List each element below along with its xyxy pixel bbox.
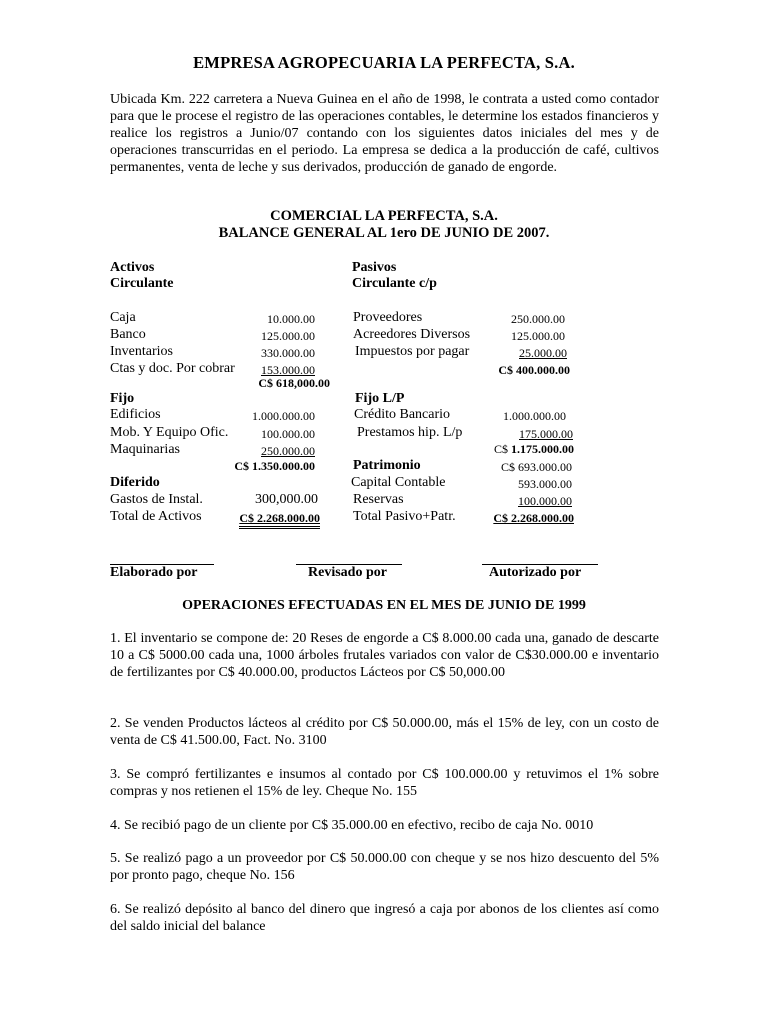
activo-label-edificios: Edificios <box>110 407 161 422</box>
pasivo-label-proveedores: Proveedores <box>353 310 423 325</box>
pasivos-fijo-title: Fijo L/P <box>355 391 405 406</box>
activo-value-mobiliario: 100.000.00 <box>261 427 315 441</box>
pasivo-value-acreedores: 125.000.00 <box>511 329 565 343</box>
operation-item-4: 4. Se recibió pago de un cliente por C$ 35.000.00 en efectivo, recibo de caja No. 0010 <box>110 818 594 833</box>
pasivos-fijo-total <box>460 442 574 457</box>
pasivos-title: Pasivos <box>352 260 397 275</box>
pasivo-label-capital: Capital Contable <box>351 475 446 490</box>
total-pasivo-value: C$ 2.268.000.00 <box>493 511 574 525</box>
pasivo-label-credito: Crédito Bancario <box>354 407 451 422</box>
patrimonio-total: C$ 693.000.00 <box>500 460 572 474</box>
pasivo-value-impuestos: 25.000.00 <box>519 346 567 360</box>
pasivos-circulante-title: Circulante c/p <box>352 276 437 291</box>
pasivo-value-prestamos: 175.000.00 <box>519 427 573 441</box>
operation-item-6: 6. Se realizó depósito al banco del dinero que ingresó a caja por abonos de los clientes así como del saldo inicial del balance <box>110 902 659 934</box>
pasivos-fijo-total-prefix: C$ <box>493 442 508 456</box>
activo-value-edificios: 1.000.000.00 <box>252 409 315 423</box>
activo-label-mobiliario: Mob. Y Equipo Ofic. <box>110 425 229 440</box>
activo-label-inventarios: Inventarios <box>110 344 173 359</box>
activo-value-inventarios: 330.000.00 <box>261 346 315 360</box>
activo-value-gastos-instal: 300,000.00 <box>255 492 318 507</box>
total-activos-label: Total de Activos <box>110 509 202 524</box>
activos-circulante-total: C$ 618,000.00 <box>258 376 330 390</box>
operation-item-3: 3. Se compró fertilizantes e insumos al contado por C$ 100.000.00 y retuvimos el 1% sobre compras y nos retienen el 15% de ley. Cheque No. 155 <box>110 767 659 799</box>
signature-revisado: Revisado por <box>308 565 387 580</box>
activo-label-maquinarias: Maquinarias <box>110 442 180 457</box>
activos-diferido-title: Diferido <box>110 475 160 490</box>
balance-company: COMERCIAL LA PERFECTA, S.A. <box>270 208 498 224</box>
pasivo-value-credito: 1.000.000.00 <box>503 409 566 423</box>
activos-title: Activos <box>110 260 155 275</box>
pasivo-label-impuestos: Impuestos por pagar <box>355 344 470 359</box>
activo-label-banco: Banco <box>110 327 146 342</box>
balance-heading: BALANCE GENERAL AL 1ero DE JUNIO DE 2007. <box>218 225 550 241</box>
activo-value-caja: 10.000.00 <box>267 312 315 326</box>
pasivo-label-prestamos: Prestamos hip. L/p <box>357 425 463 440</box>
pasivos-circulante-total: C$ 400.000.00 <box>498 363 570 377</box>
activo-value-banco: 125.000.00 <box>261 329 315 343</box>
pasivo-label-acreedores: Acreedores Diversos <box>353 327 471 342</box>
intro-paragraph: Ubicada Km. 222 carretera a Nueva Guinea en el año de 1998, le contrata a usted como contador para que le procese el registro de las operaciones contables, le determine los estados financieros y realice los registros a Junio/07 contando con los siguientes datos iniciales del mes y de operaciones transcurridas en el periodo. La empresa se dedica a la producción de café, cultivos permanentes, venta de leche y sus derivados, producción de ganado de engorde. <box>110 92 659 175</box>
pasivo-value-proveedores: 250.000.00 <box>511 312 565 326</box>
pasivo-value-capital: 593.000.00 <box>518 477 572 491</box>
operation-item-2: 2. Se venden Productos lácteos al crédito por C$ 50.000.00, más el 15% de ley, con un costo de venta de C$ 41.500.00, Fact. No. 3100 <box>110 716 659 748</box>
total-activos-value: C$ 2.268.000.00 <box>210 511 320 526</box>
activos-fijo-title: Fijo <box>110 391 135 406</box>
activo-label-gastos-instal: Gastos de Instal. <box>110 492 203 507</box>
operation-item-5: 5. Se realizó pago a un proveedor por C$ 50.000.00 con cheque y se nos hizo descuento del 5% por pronto pago, cheque No. 156 <box>110 851 659 883</box>
operation-item-1: 1. El inventario se compone de: 20 Reses de engorde a C$ 8.000.00 cada una, ganado de descarte 10 a C$ 5000.00 cada una, 1000 árboles frutales variados con valor de C$30.000.00 e inventario de fertilizantes por C$ 40.000.00, productos Lácteos por C$ 50,000.00 <box>110 631 659 680</box>
total-pasivo-label: Total Pasivo+Patr. <box>353 509 456 524</box>
signature-elaborado: Elaborado por <box>110 565 198 580</box>
activos-fijo-total: C$ 1.350.000.00 <box>234 459 315 473</box>
activo-value-maquinarias: 250.000.00 <box>261 444 315 458</box>
activos-circulante-title: Circulante <box>110 276 174 291</box>
activo-label-ctas: Ctas y doc. Por cobrar <box>110 361 235 376</box>
operations-heading: OPERACIONES EFECTUADAS EN EL MES DE JUNIO DE 1999 <box>182 598 586 613</box>
pasivos-fijo-total-value: 1.175.000.00 <box>511 442 574 456</box>
pasivo-label-reservas: Reservas <box>353 492 404 507</box>
activo-label-caja: Caja <box>110 310 136 325</box>
document-title: EMPRESA AGROPECUARIA LA PERFECTA, S.A. <box>193 53 575 72</box>
patrimonio-title: Patrimonio <box>353 458 421 473</box>
signature-autorizado: Autorizado por <box>489 565 582 580</box>
activo-value-ctas: 153.000.00 <box>261 363 315 377</box>
pasivo-value-reservas: 100.000.00 <box>518 494 572 508</box>
